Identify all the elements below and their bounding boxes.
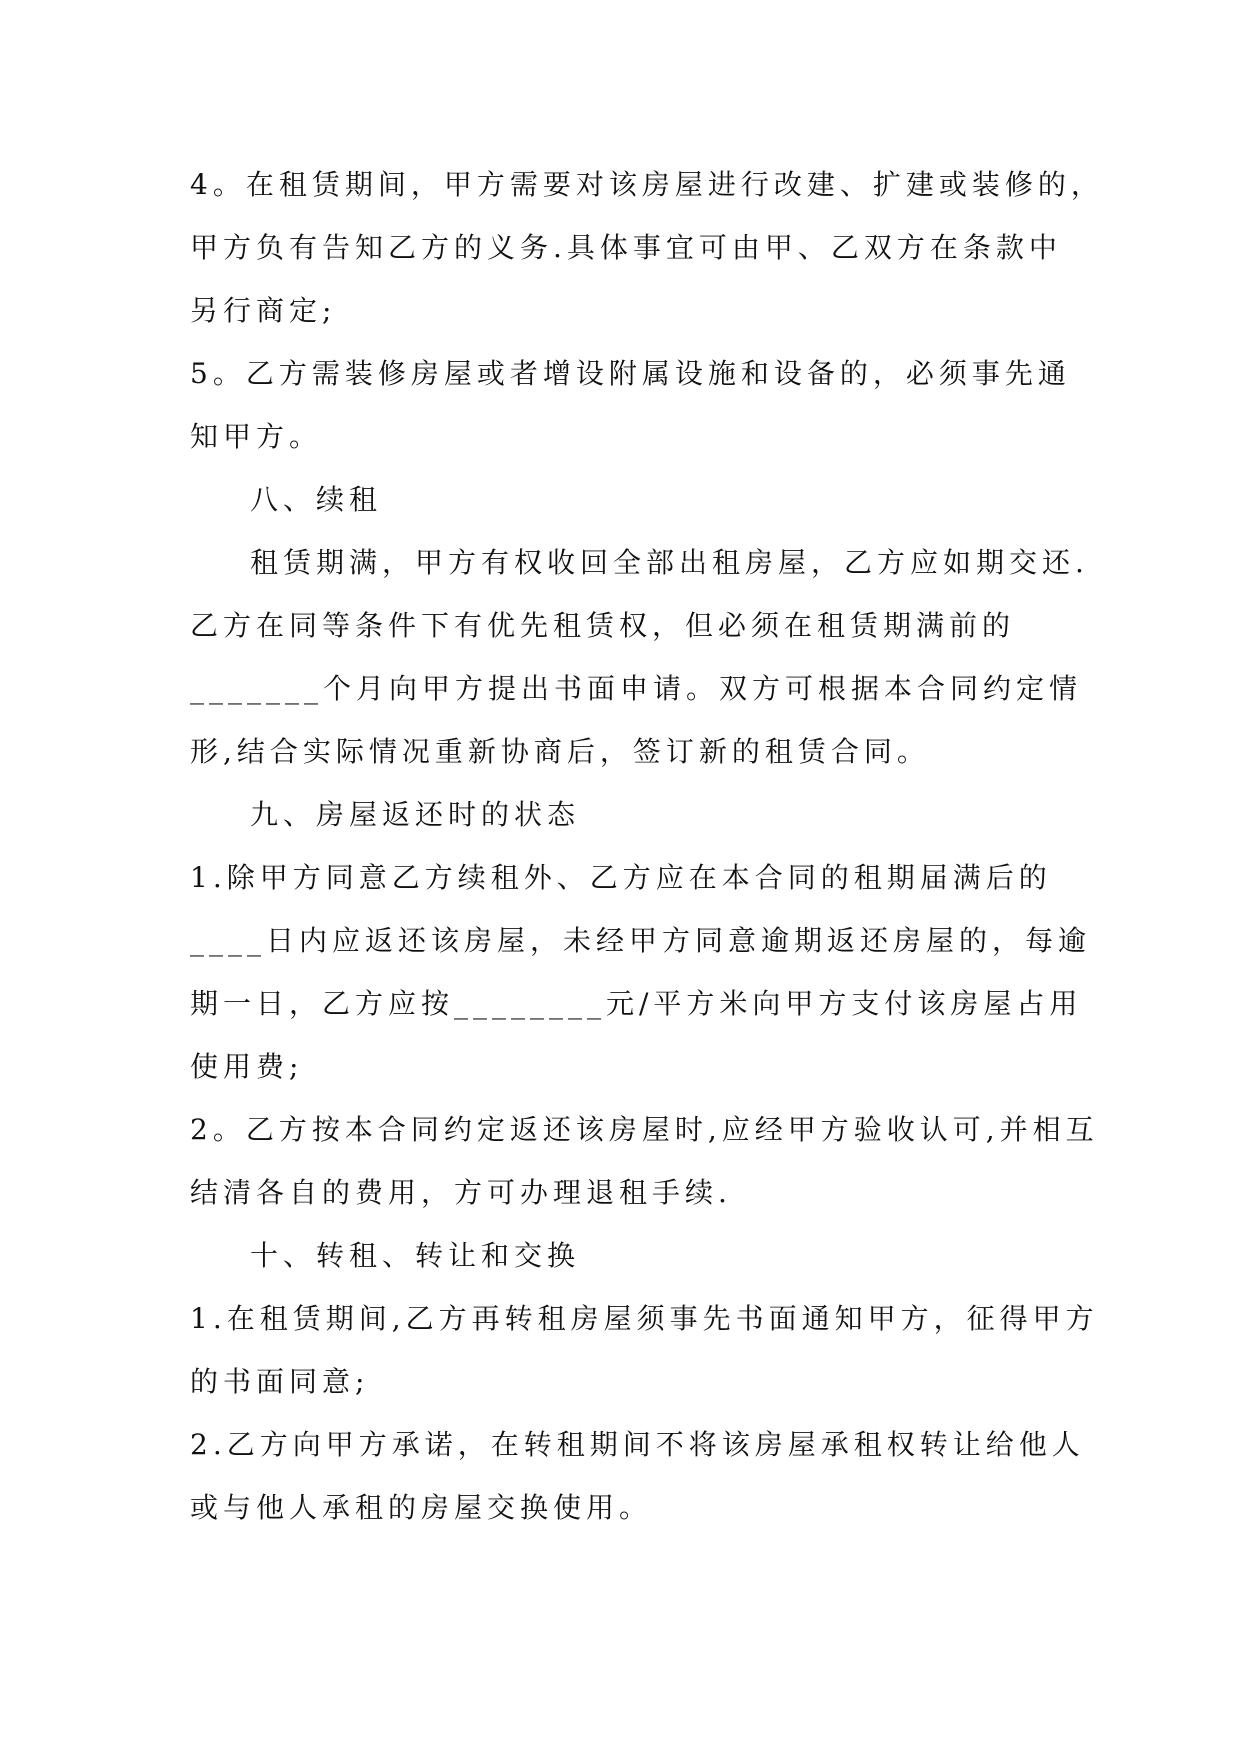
section-heading: 九、房屋返还时的状态 xyxy=(250,798,581,831)
text-line: 的书面同意; xyxy=(190,1365,370,1398)
text-line: 使用费; xyxy=(190,1050,304,1083)
text-line: 5。乙方需装修房屋或者增设附属设施和设备的，必须事先通 xyxy=(190,357,1071,390)
text-line: 或与他人承租的房屋交换使用。 xyxy=(190,1491,653,1524)
text-line: 结清各自的费用，方可办理退租手续. xyxy=(190,1176,732,1209)
text-line: 租赁期满，甲方有权收回全部出租房屋，乙方应如期交还. xyxy=(250,546,1089,579)
section-heading: 十、转租、转让和交换 xyxy=(250,1239,581,1272)
text-line: 乙方在同等条件下有优先租赁权，但必须在租赁期满前的 xyxy=(190,609,1016,642)
document-page xyxy=(190,153,1104,1539)
text-line: 1.除甲方同意乙方续租外、乙方应在本合同的租期届满后的 xyxy=(190,861,1052,894)
text-line: _______个月向甲方提出书面申请。双方可根据本合同约定情 xyxy=(190,672,1083,705)
text-line: 2.乙方向甲方承诺，在转租期间不将该房屋承租权转让给他人 xyxy=(190,1428,1085,1461)
text-line: 1.在租赁期间,乙方再转租房屋须事先书面通知甲方，征得甲方 xyxy=(190,1302,1099,1335)
text-line: 4。在租赁期间，甲方需要对该房屋进行改建、扩建或装修的， xyxy=(190,168,1104,201)
text-line: 另行商定; xyxy=(190,294,337,327)
section-heading: 八、续租 xyxy=(250,483,383,516)
text-line: 知甲方。 xyxy=(190,420,323,453)
text-line: 形,结合实际情况重新协商后，签订新的租赁合同。 xyxy=(190,735,930,768)
text-line: ____日内应返还该房屋，未经甲方同意逾期返还房屋的，每逾 xyxy=(190,924,1092,957)
text-line: 2。乙方按本合同约定返还该房屋时,应经甲方验收认可,并相互 xyxy=(190,1113,1099,1146)
text-line: 期一日，乙方应按________元/平方米向甲方支付该房屋占用 xyxy=(190,987,1083,1020)
text-line: 甲方负有告知乙方的义务.具体事宜可由甲、乙双方在条款中 xyxy=(190,231,1062,264)
